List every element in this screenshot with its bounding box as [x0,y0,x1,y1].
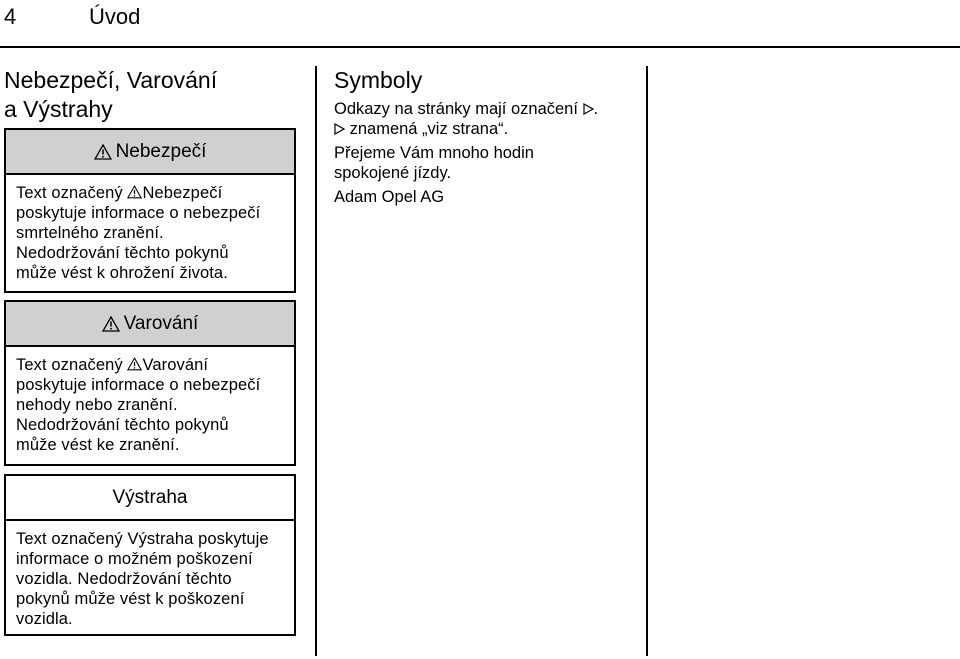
caution-notice-text [6,521,294,629]
warning-text-line: nehody nebo zranění. [16,396,178,414]
danger-notice-text [6,175,294,283]
symbols-title: Symboly [334,67,423,93]
danger-notice-header [6,130,294,175]
caution-notice-header [6,476,294,521]
section-title [4,66,304,124]
greeting-line: Přejeme Vám mnoho hodin [334,144,534,162]
arrow-meaning-text: znamená „viz strana“. [349,120,509,138]
page-reference-period: . [593,100,599,118]
greeting-line: spokojené jízdy. [334,164,452,182]
page-reference-text: Odkazy na stránky mají označení [334,100,578,118]
warning-notice-heading: Varování [123,312,199,334]
danger-notice [4,128,296,293]
caution-text-line: pokynů může vést k poškození [16,590,245,608]
caution-text-line: informace o možném poškození [16,550,253,568]
danger-text-line: Nedodržování těchto pokynů [16,244,229,262]
warning-text-intro: Text označený [16,356,128,374]
section-title-line-2: a Výstrahy [4,96,113,122]
warning-text-term: Varování [142,356,209,374]
page-reference-arrow-icon [334,123,345,135]
warning-text-line: Nedodržování těchto pokynů [16,416,229,434]
danger-text-term: Nebezpečí [142,184,223,202]
danger-text-line: poskytuje informace o nebezpečí [16,204,261,222]
column-divider [315,66,317,656]
warning-triangle-icon [127,185,142,199]
danger-notice-heading: Nebezpečí [115,140,207,162]
danger-text-intro: Text označený [16,184,128,202]
warning-notice-header [6,302,294,347]
warning-notice-text [6,347,294,455]
symbols-text-line [334,99,634,119]
caution-text-term: Výstraha [127,530,194,548]
caution-text-intro: Text označený [16,530,128,548]
caution-notice [4,474,296,636]
page-number: 4 [4,4,17,29]
caution-text-continue: poskytuje [193,530,269,548]
page-header [0,0,960,49]
warning-triangle-icon [102,316,120,332]
warning-text-line: může vést ke zranění. [16,436,180,454]
warning-triangle-icon [94,144,112,160]
warning-notice [4,300,296,466]
column-divider [646,66,648,656]
header-rule [0,46,960,48]
symbols-text-line [334,119,634,139]
page-reference-arrow-icon [583,103,594,115]
caution-text-line: vozidla. Nedodržování těchto [16,570,232,588]
caution-text-line: vozidla. [16,610,73,628]
warning-triangle-icon [127,357,142,371]
warning-text-line: poskytuje informace o nebezpečí [16,376,261,394]
chapter-title: Úvod [89,4,141,29]
signature: Adam Opel AG [334,188,445,206]
section-title-line-1: Nebezpečí, Varování [4,67,218,93]
caution-notice-heading: Výstraha [112,486,188,508]
symbols-section [334,66,634,207]
danger-text-line: smrtelného zranění. [16,224,164,242]
danger-text-line: může vést k ohrožení života. [16,264,228,282]
